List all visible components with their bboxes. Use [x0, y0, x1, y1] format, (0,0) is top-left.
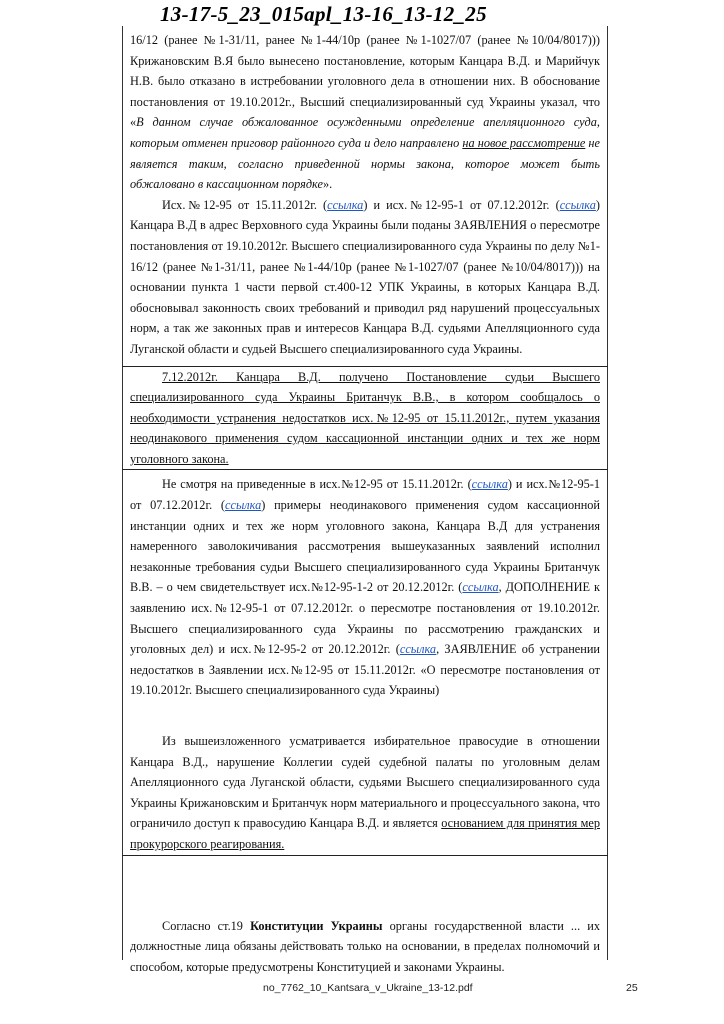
- reference-link[interactable]: ссылка: [399, 642, 437, 657]
- paragraph-text: Исх.№12-95 от 15.11.2012г. (: [162, 197, 328, 212]
- quote-underlined-text: на новое рассмотрение: [462, 135, 586, 150]
- paragraph-text: Согласно ст.19: [162, 918, 251, 933]
- paragraph-text: ) Канцара В.Д в адрес Верховного суда Украины были поданы ЗАЯВЛЕНИЯ о пересмотре постановления от 19.10.2012г. Высшего специализированного суда Украины по делу №1-16/12 (ранее №1-31/11, ранее №1-44/10р (ранее №1-1027/07 (ранее №10/04/8017))) на основании пункта 1 части первой ст.400-12 УПК Украины, в которых Канцара В.Д. обосновывал законность своих требований и приводил ряд нарушений процессуальных норм, а так же законных прав и интересов Канцара В.Д. судьями Апелляционного суда Луганской области и судьей Высшего специализированного суда Украины.: [130, 197, 600, 356]
- paragraph-text: , ЗАЯВЛЕНИЕ об устранении недостатков в Заявлении исх.№12-95 от 15.11.2012г. «О пересмотре постановления от 19.10.2012г. Высшего специализированного суда Украины): [130, 642, 600, 698]
- paragraph-text: ) примеры неодинакового применения судом кассационной инстанции одних и тех же норм уголовного закона, Канцара В.Д для устранения намеренного заволокичивания рассмотрения вышеуказанных заявлений исполнил незаконные требования судьи Высшего специализированного суда Украины Британчук В.В. – о чем свидетельствует исх.№12-95-1-2 от 20.12.2012г. (: [130, 498, 601, 595]
- paragraph-text: ».: [322, 177, 333, 192]
- reference-link[interactable]: ссылка: [462, 580, 499, 595]
- footer-filename: no_7762_10_Kantsara_v_Ukraine_13-12.pdf: [263, 982, 473, 994]
- paragraph-text: Не смотря на приведенные в исх.№12-95 от 15.11.2012г. (: [162, 477, 472, 492]
- paragraph-resolution-notice: 7.12.2012г. Канцара В.Д. получено Постановление судьи Высшего специализированного суда Украины Британчук В.В., в котором сообщалось о необходимости устранения недостатков исх.№12-95 от 15.11.2012г., путем указания неодинакового применения судом кассационной инстанции одних и тех же норм уголовного закона.: [130, 369, 600, 466]
- reference-link[interactable]: ссылка: [559, 197, 596, 212]
- spacer: [130, 856, 600, 916]
- paragraph-examples: [130, 474, 600, 701]
- reference-link[interactable]: ссылка: [327, 197, 364, 212]
- page-number: 25: [626, 982, 638, 994]
- highlighted-box: [122, 366, 608, 471]
- paragraph-text: органы государственной власти ... их должностные лица обязаны действовать только на основании, в пределах полномочий и способом, которые предусмотрены Конституцией и законами Украины.: [130, 918, 600, 974]
- paragraph-text: 16/12 (ранее №1-31/11, ранее №1-44/10р (ранее №1-1027/07 (ранее №10/04/8017))) Крижановским В.Я было вынесено постановление, которым Канцара В.Д. и Марийчук Н.В. было отказано в истребовании уголовного дела в отношении них. В обоснование постановления от 19.10.2012г., Высший специализированный суд Украины указал, что «: [130, 33, 600, 130]
- spacer: [130, 701, 600, 731]
- reference-link[interactable]: ссылка: [471, 477, 508, 492]
- paragraph-text: Из вышеизложенного усматривается избирательное правосудие в отношении Канцара В.Д., нарушение Коллегии судей судебной палаты по уголовным делам Апелляционного суда Луганской области, судьями Высшего специализированного суда Украины Крижановским и Британчук норм материального и процессуального закона, что ограничило доступ к правосудию Канцара В.Д. и является: [130, 734, 600, 831]
- document-header-title: 13-17-5_23_015apl_13-16_13-12_25: [160, 2, 487, 26]
- quote-text: не является таким, согласно приведенной нормы закона, которое может быть обжаловано в кассационном порядке: [130, 135, 600, 192]
- document-body: [130, 30, 600, 977]
- reference-link[interactable]: ссылка: [225, 498, 262, 513]
- paragraph-applications: [130, 195, 600, 360]
- paragraph-decision-summary: [130, 30, 600, 195]
- quote-text: В данном случае обжалованное осужденными определение апелляционного суда, которым отменен приговор районного суда и дело направлено: [130, 115, 600, 150]
- paragraph-conclusion: [130, 731, 600, 855]
- underlined-text: основанием для принятия мер прокурорского реагирования.: [130, 816, 600, 851]
- paragraph-text: ) и исх.№12-95-1 от 07.12.2012г. (: [130, 477, 600, 513]
- highlighted-box-bottom: [122, 731, 608, 856]
- paragraph-constitution: [130, 916, 600, 978]
- paragraph-text: ) и исх.№12-95-1 от 07.12.2012г. (: [363, 197, 560, 212]
- bold-text: Конституции Украины: [250, 918, 383, 933]
- paragraph-text: , ДОПОЛНЕНИЕ к заявлению исх.№12-95-1 от 07.12.2012г. о пересмотре постановления от 19.10.2012г. Высшего специализированного суда Украины по рассмотрению гражданских и уголовных дел) и исх.№12-95-2 от 20.12.2012г. (: [130, 580, 600, 657]
